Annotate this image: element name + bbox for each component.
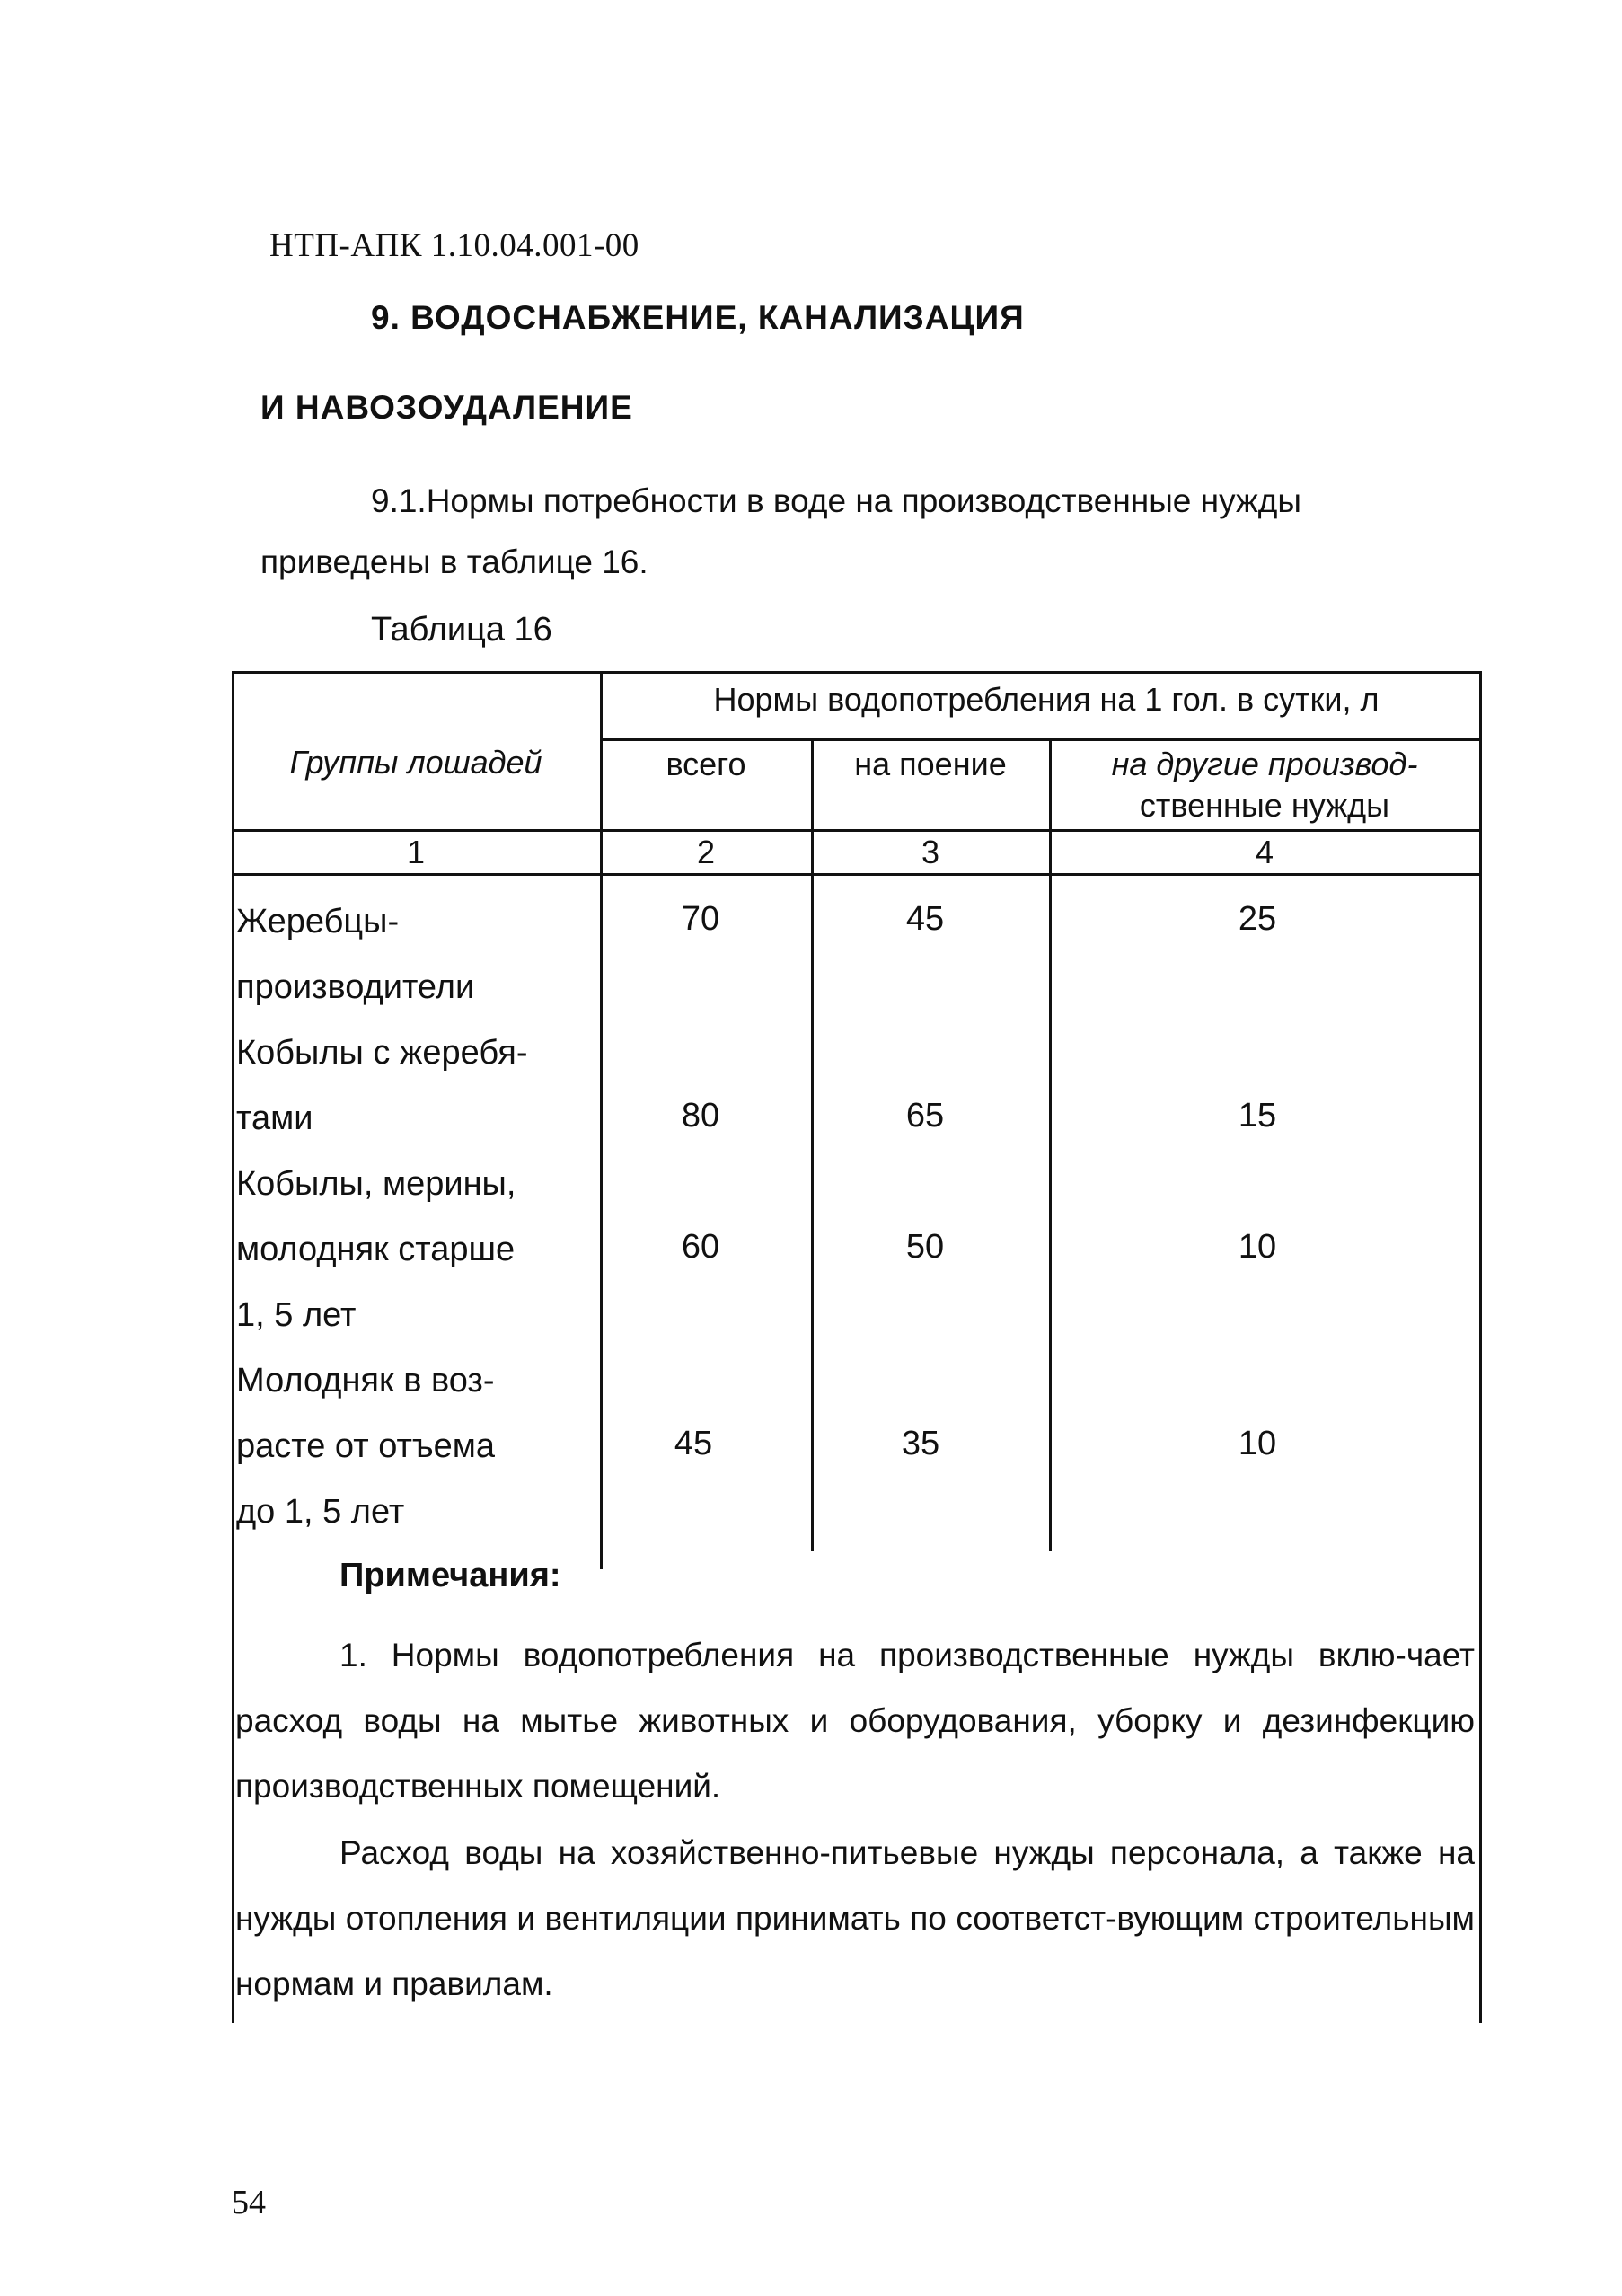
row2-total: 80 <box>681 1097 720 1135</box>
table-right-border-lower <box>1479 873 1482 2023</box>
col4-header-line1: на другие производ- <box>1111 746 1418 782</box>
table-left-border <box>232 671 234 876</box>
row1-other: 25 <box>1238 900 1277 938</box>
table-col2-divider <box>811 738 814 1551</box>
col-group-header: Нормы водопотребления на 1 гол. в сутки, л <box>713 681 1380 718</box>
table-col3-divider <box>1049 738 1052 1551</box>
col-number-4: 4 <box>1255 834 1274 870</box>
page-number: 54 <box>232 2184 266 2221</box>
col-number-1: 1 <box>406 834 426 870</box>
row1-drinking: 45 <box>905 900 945 938</box>
notes-title: Примечания: <box>339 1557 561 1594</box>
section-title: 9. ВОДОСНАБЖЕНИЕ, КАНАЛИЗАЦИЯ <box>371 299 1025 336</box>
row4-label-line1: Молодняк в воз- <box>236 1362 495 1400</box>
row3-total: 60 <box>681 1228 720 1266</box>
row4-other: 10 <box>1238 1425 1277 1462</box>
row4-total: 45 <box>674 1425 713 1462</box>
intro-paragraph-line1: 9.1.Нормы потребности в воде на производственные нужды <box>371 482 1301 519</box>
col1-header: Группы лошадей <box>289 744 542 781</box>
row2-label-line1: Кобылы с жеребя- <box>236 1034 528 1072</box>
row3-label-line2: молодняк старше <box>236 1231 516 1268</box>
col-number-2: 2 <box>696 834 716 870</box>
row2-drinking: 65 <box>905 1097 945 1135</box>
row2-other: 15 <box>1238 1097 1277 1135</box>
col4-header-line2: ственные нужды <box>1139 787 1390 824</box>
note-1: 1. Нормы водопотребления на производственные нужды вклю-чает расход воды на мытье животных и оборудования, уборку и дезинфекцию производственных помещений. <box>235 1637 1475 1805</box>
row3-label-line1: Кобылы, мерины, <box>236 1165 516 1203</box>
row4-label-line3: до 1, 5 лет <box>236 1493 405 1531</box>
table-number-row-bottom <box>232 873 1482 876</box>
col3-header: на поение <box>854 746 1007 782</box>
col-number-3: 3 <box>921 834 940 870</box>
row3-label-line3: 1, 5 лет <box>236 1296 357 1334</box>
row4-label-line2: расте от отъема <box>236 1427 496 1465</box>
row3-other: 10 <box>1238 1228 1277 1266</box>
table-header-bottom <box>232 829 1482 832</box>
table-col1-divider <box>600 671 603 1569</box>
document-code: НТП-АПК 1.10.04.001-00 <box>269 227 639 264</box>
row1-total: 70 <box>681 900 720 938</box>
row4-drinking: 35 <box>901 1425 940 1462</box>
col2-header: всего <box>666 746 746 782</box>
row3-drinking: 50 <box>905 1228 945 1266</box>
table-left-border-lower <box>232 873 234 2023</box>
row1-label-line2: производители <box>236 968 475 1006</box>
note-2: Расход воды на хозяйственно-питьевые нужды персонала, а также на нужды отопления и вентиляции принимать по соответст-вующим строительным нормам и правилам. <box>235 1834 1475 2002</box>
table-caption: Таблица 16 <box>371 611 552 649</box>
intro-paragraph-line2: приведены в таблице 16. <box>260 543 648 580</box>
row2-label-line2: тами <box>236 1099 313 1137</box>
table-top-border <box>232 671 1482 674</box>
row1-label-line1: Жеребцы- <box>236 903 400 940</box>
table-right-border <box>1479 671 1482 876</box>
section-title-continued: И НАВОЗОУДАЛЕНИЕ <box>260 389 633 426</box>
table-subheader-line <box>600 738 1482 741</box>
